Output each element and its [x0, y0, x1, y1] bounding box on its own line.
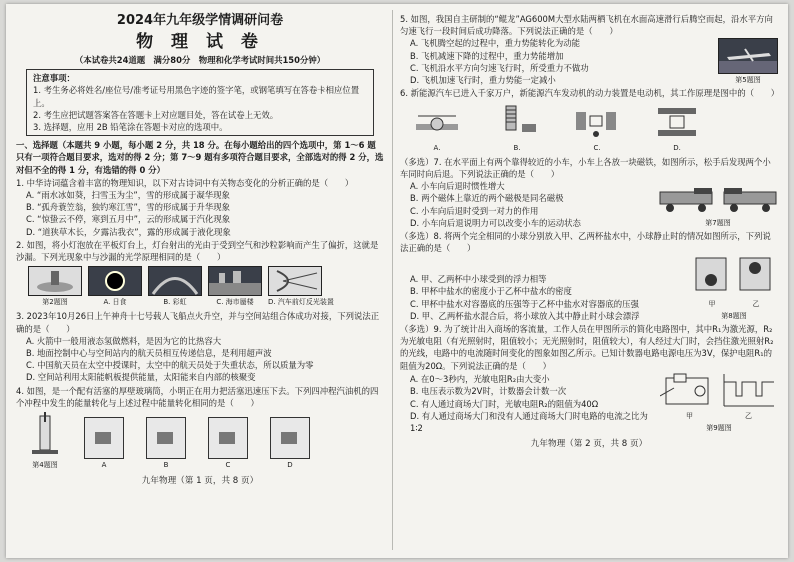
fig-label: 第9题图 [706, 424, 732, 433]
option-a: A. 火箭中一般用液态氢做燃料，是因为它的比热容大 [26, 335, 222, 346]
question-stem: （多选）8. 将两个完全相同的小球分别放入甲、乙两杯盐水中，小球静止时的情况如图所示，下列说法正确的是（ ） [400, 231, 771, 254]
page-footer: 九年物理（第 2 页，共 8 页） [530, 439, 648, 450]
option-b: B. 飞机减速下降的过程中，重力势能增加 [410, 50, 564, 61]
option-d: D. 有人通过商场大门和没有人通过商场大门时电路的电流之比为1∶2 [410, 410, 648, 434]
engine-stroke-b [146, 417, 186, 459]
question-stem: （多选）7. 在水平面上有两个靠得较近的小车，小车上各放一块磁铁，如图所示，松手后发现两个小车同时向后退。下列说法正确的是（ ） [400, 156, 771, 180]
engine-stroke-d [270, 417, 310, 459]
question-8 [400, 230, 778, 322]
eclipse-photo [88, 266, 142, 296]
option-d: D. [673, 143, 681, 152]
option-c: C. 中国航天员在太空中授课时，太空中的航天员处于失重状态，所以质量为零 [26, 360, 314, 371]
option-c: C [225, 461, 231, 470]
option-a: A. 日食 [103, 298, 127, 307]
glass-cylinder-figure [28, 412, 62, 456]
option-a: A. 甲、乙两杯中小球受到的浮力相等 [410, 274, 547, 285]
question-4 [16, 385, 384, 472]
option-c: C. “惊蛰云不停，寒到五月中”，云的形成属于汽化现象 [26, 214, 231, 225]
option-d: D. 飞机加速飞行时，重力势能一定减小 [410, 75, 556, 86]
question-stem: 3. 2023年10月26日上午神舟十七号载人飞船点火升空，并与空间站组合体成功对接，下列说法正确的是（ ） [16, 311, 380, 334]
option-a: A. 飞机腾空起的过程中，重力势能转化为动能 [410, 38, 581, 49]
q6-figures [412, 102, 778, 153]
current-time-graph [718, 372, 776, 410]
question-7 [400, 156, 778, 229]
question-5 [400, 13, 778, 86]
figure-sub-label: 甲 [686, 411, 693, 420]
figure-sub-label: 乙 [752, 299, 760, 308]
section-heading: 一、选择题（本题共 9 小题，每小题 2 分，共 18 分。在每小题给出的四个选项中，第 1～6 题只有一项符合题目要求，选对的得 2 分；第 7～9 题有多项符合题目要求，全部选对的得 2 分，选对但不全的得 1 分，有选错的得 0 分） [16, 140, 384, 175]
lamp-figure [28, 266, 82, 296]
option-b: B. 地面控制中心与空间站内的航天员相互传递信息，是利用超声波 [26, 348, 272, 359]
question-2 [16, 239, 384, 309]
notice-box [26, 69, 374, 136]
option-d: D. 汽车前灯反光装置 [268, 298, 334, 307]
option-b: B. 甲杯中盐水的密度小于乙杯中盐水的密度 [410, 286, 572, 297]
mirage-photo [208, 266, 262, 296]
magnet-carts-figure [658, 184, 778, 214]
option-b: B. 电压表示数为2V时，计数器会计数一次 [410, 386, 567, 397]
option-b: B [163, 461, 169, 470]
seaplane-photo [718, 38, 778, 74]
figure-sub-label: 甲 [708, 299, 716, 308]
right-page [400, 12, 778, 450]
option-b: B. [513, 143, 521, 152]
option-c: C. 甲杯中盐水对容器底的压强等于乙杯中盐水对容器底的压强 [410, 298, 639, 309]
option-d: D [287, 461, 293, 470]
exam-title: 2024年九年级学情调研问卷 [116, 13, 284, 28]
option-c: C. 小车向后退时受到一对力的作用 [410, 205, 539, 216]
fig-label: 第5题图 [735, 76, 761, 85]
exam-subject: 物 理 试 卷 [136, 32, 264, 52]
option-a: A. 在0～3秒内，光敏电阻R₂由大变小 [410, 374, 550, 385]
question-stem: 6. 新能源汽车已进入千家万户，新能源汽车发动机的动力装置是电动机，其工作原理是图中的（ ） [400, 88, 780, 99]
rainbow-photo [148, 266, 202, 296]
question-stem: （多选）9. 为了统计出入商场的客流量，工作人员在甲图所示的简化电路图中，其中R₁为激光源，R₂为光敏电阻（有光照射时，阻值较小；无光照射时，阻值较大），有人经过大门时，会挡住激光照射R₂的光线，电路中的电流随时间变化的图象如图乙所示。已知计数器电路电源电压为3V，保护电阻R₁的阻值为20Ω。下列说法正确的是（ ） [400, 324, 774, 371]
option-a: A [101, 461, 107, 470]
question-stem: 2. 如图，将小灯泡放在平板灯台上，灯台射出的光由于受到空气和沙粒影响而产生了偏折，这就是沙漏。下列光现象中与沙漏的光学原理相同的是（ ） [16, 239, 379, 263]
page-divider [392, 10, 393, 550]
circuit-diagram [660, 372, 714, 410]
engine-stroke-c [208, 417, 248, 459]
option-c: C. 海市蜃楼 [216, 298, 254, 307]
notice-item: 2. 考生应把试题答案答在答题卡上对应题目处，答在试卷上无效。 [33, 109, 279, 120]
electromagnet-figure [492, 102, 542, 138]
question-stem: 5. 如图，我国自主研制的“鲲龙”AG600M大型水陆两栖飞机在水面高速滑行后腾空而起，沿水平方向匀速飞行一段时间后成功降落。下列说法正确的是（ ） [400, 14, 773, 37]
headlight-figure [268, 266, 322, 296]
option-d: D. “道狭草木长，夕露沾我衣”，露的形成属于液化现象 [26, 226, 231, 237]
option-d: D. 甲、乙两杯盐水混合后，将小球放入其中静止时小球会漂浮 [410, 310, 640, 321]
fig-label: 第2题图 [42, 298, 68, 307]
notice-heading: 注意事项： [33, 73, 75, 84]
option-d: D. 小车向后退说明力可以改变小车的运动状态 [410, 217, 581, 228]
exam-meta: （本试卷共24道题 满分80分 物理和化学考试时间共150分钟） [74, 55, 326, 65]
salt-water-cups-figure [690, 254, 778, 294]
option-c: C. [593, 143, 601, 152]
option-d: D. 空间站利用太阳能帆板提供能量，太阳能来自内部的核聚变 [26, 372, 256, 383]
notice-item: 1. 考生务必将姓名/座位号/准考证号用黑色字迹的签字笔，或钢笔填写在答卷卡相应位置上。 [33, 85, 360, 108]
question-3 [16, 310, 384, 383]
figure-sub-label: 乙 [745, 411, 752, 420]
question-9 [400, 323, 778, 434]
left-page [16, 12, 384, 488]
option-b: B. 两个磁体上靠近的两个磁极是同名磁极 [410, 193, 564, 204]
option-b: B. 彩虹 [163, 298, 187, 307]
option-a: A. 小车向后退时惯性增大 [410, 181, 505, 192]
fig-label: 第8题图 [721, 311, 747, 320]
fig-label: 第4题图 [32, 461, 58, 470]
motor-figure [652, 102, 702, 138]
option-a: A. “雨水冰如葵，扫雪玉为尘”，雪的形成属于凝华现象 [26, 190, 230, 201]
page-footer: 九年物理（第 1 页，共 8 页） [141, 476, 259, 487]
question-1 [16, 177, 384, 238]
fig-label: 第7题图 [705, 218, 731, 227]
exam-sheet [6, 4, 788, 558]
compass-experiment-figure [412, 102, 462, 138]
option-c: C. 有人通过商场大门时，光敏电阻R₂的阻值为40Ω [410, 398, 599, 409]
generator-figure [572, 102, 622, 138]
engine-stroke-a [84, 417, 124, 459]
option-a: A. [433, 143, 441, 152]
q2-figures [28, 266, 384, 308]
q4-figures [28, 412, 384, 471]
notice-item: 3. 选择题，应用 2B 铅笔涂在答题卡对应的选项中。 [33, 122, 228, 133]
question-6 [400, 87, 778, 154]
option-b: B. “孤舟蓑笠翁，独钓寒江雪”，雪的形成属于升华现象 [26, 202, 230, 213]
question-stem: 1. 中华诗词蕴含着丰富的物理知识，以下对古诗词中有关物态变化的分析正确的是（ ） [16, 177, 354, 188]
option-c: C. 飞机沿水平方向匀速飞行时，所受重力不做功 [410, 62, 589, 73]
question-stem: 4. 如图，是一个配有活塞的厚壁玻璃筒，小明正在用力把活塞迅速压下去。下列四冲程汽油机的四个冲程中发生的能量转化与上述过程中能量转化相同的是（ ） [16, 385, 379, 408]
